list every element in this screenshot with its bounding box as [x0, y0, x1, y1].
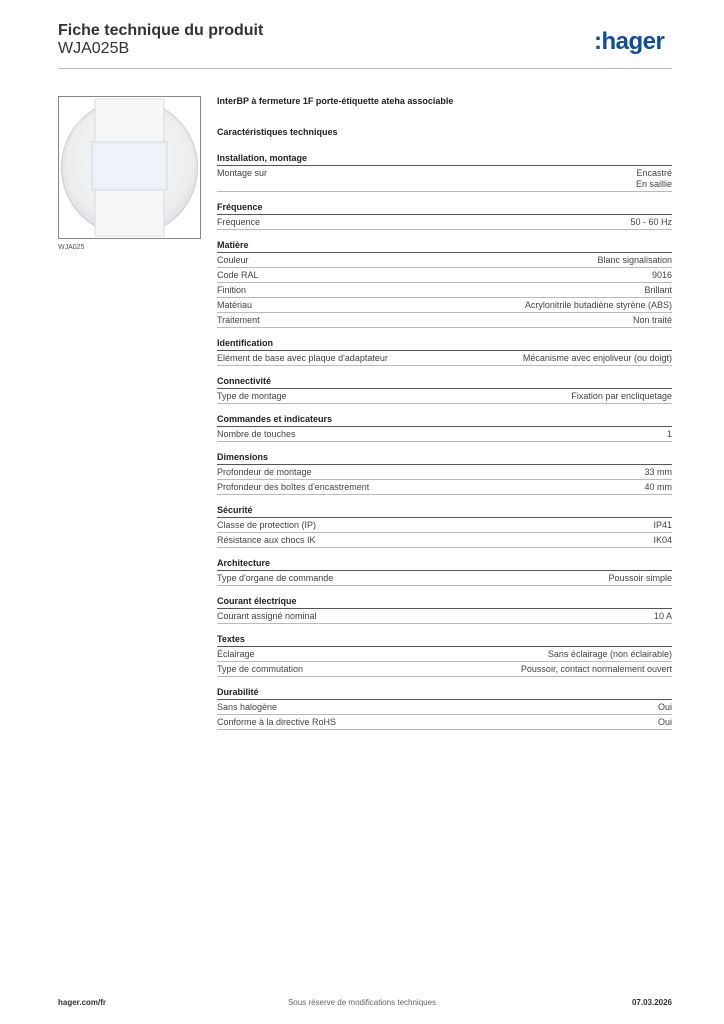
product-name: InterBP à fermeture 1F porte-étiquette ateha associable: [217, 96, 454, 106]
spec-label: Fréquence: [217, 217, 261, 227]
spec-section: [217, 451, 672, 495]
section-title: Architecture: [217, 557, 672, 571]
spec-content: [217, 96, 672, 730]
spec-row: [217, 351, 672, 366]
spec-value: [658, 702, 672, 713]
spec-value: [633, 315, 672, 326]
spec-section: [217, 557, 672, 586]
spec-row: [217, 480, 672, 495]
product-image-frame: [58, 96, 201, 239]
spec-label: Résistance aux chocs IK: [217, 535, 316, 545]
spec-value-line: Oui: [657, 702, 672, 712]
section-title: Textes: [217, 633, 672, 647]
spec-value-line: Oui: [657, 717, 672, 727]
spec-row: [217, 533, 672, 548]
spec-value-line: 9016: [651, 270, 672, 280]
spec-row: [217, 166, 672, 192]
spec-value: [548, 649, 672, 660]
spec-row: [217, 298, 672, 313]
spec-value-line: 40 mm: [644, 482, 672, 492]
spec-row: [217, 647, 672, 662]
spec-value-line: 10 A: [653, 611, 672, 621]
spec-value: [523, 353, 672, 364]
spec-value: [667, 429, 672, 440]
spec-value-line: 50 - 60 Hz: [630, 217, 672, 227]
spec-label: Type d'organe de commande: [217, 573, 334, 583]
spec-label: Nombre de touches: [217, 429, 296, 439]
spec-label: Couleur: [217, 255, 249, 265]
spec-value-line: IP41: [653, 520, 672, 530]
footer-notice: Sous réserve de modifications techniques: [287, 998, 437, 1007]
footer-website: hager.com/fr: [58, 998, 107, 1007]
spec-row: [217, 465, 672, 480]
spec-section: [217, 686, 672, 730]
spec-value-line: Mécanisme avec enjoliveur (ou doigt): [522, 353, 672, 363]
header-divider: [58, 68, 672, 69]
section-title: Fréquence: [217, 201, 672, 215]
spec-label: Elément de base avec plaque d'adaptateur: [217, 353, 388, 363]
section-title: Sécurité: [217, 504, 672, 518]
spec-section: [217, 239, 672, 328]
spec-row: [217, 662, 672, 677]
spec-sections: [217, 152, 672, 730]
product-image-caption: WJA025: [58, 244, 85, 251]
spec-section: [217, 375, 672, 404]
spec-row: [217, 715, 672, 730]
spec-value-line: Acrylonitrile butadiène styrène (ABS): [524, 300, 672, 310]
spec-value: [653, 535, 672, 546]
spec-row: [217, 283, 672, 298]
spec-label: Profondeur de montage: [217, 467, 312, 477]
spec-row: [217, 215, 672, 230]
hager-logo: :hager: [594, 28, 665, 55]
footer-date: 07.03.2026: [631, 998, 672, 1007]
spec-value: [644, 467, 672, 478]
section-title: Matière: [217, 239, 672, 253]
spec-value-line: En saillie: [635, 179, 672, 189]
spec-value: [521, 664, 672, 675]
spec-label: Classe de protection (IP): [217, 520, 317, 530]
spec-value: [644, 482, 672, 493]
spec-value: [636, 168, 672, 190]
spec-section: [217, 633, 672, 677]
spec-label: Courant assigné nominal: [217, 611, 317, 621]
spec-section: [217, 504, 672, 548]
spec-value: [571, 391, 672, 402]
spec-label: Montage sur: [217, 168, 268, 178]
spec-row: [217, 700, 672, 715]
spec-value: [597, 255, 672, 266]
spec-value-line: Encastré: [636, 168, 672, 178]
spec-label: Matériau: [217, 300, 253, 310]
spec-value-line: Fixation par encliquetage: [571, 391, 672, 401]
spec-value: [608, 573, 672, 584]
spec-value: [653, 520, 672, 531]
spec-row: [217, 518, 672, 533]
spec-value-line: 33 mm: [644, 467, 672, 477]
spec-value: [658, 717, 672, 728]
page-title: Fiche technique du produit: [58, 22, 264, 39]
spec-value-line: Sans éclairage (non éclairable): [547, 649, 672, 659]
spec-value-line: 1: [666, 429, 672, 439]
section-title: Commandes et indicateurs: [217, 413, 672, 427]
spec-label: Code RAL: [217, 270, 259, 280]
spec-label: Type de montage: [217, 391, 287, 401]
spec-value-line: Non traité: [632, 315, 672, 325]
spec-label: Conforme à la directive RoHS: [217, 717, 337, 727]
spec-label: Type de commutation: [217, 664, 304, 674]
spec-label: Profondeur des boîtes d'encastrement: [217, 482, 370, 492]
spec-label: Éclairage: [217, 649, 255, 659]
spec-row: [217, 268, 672, 283]
spec-value-line: Poussoir, contact normalement ouvert: [520, 664, 672, 674]
section-title: Durabilité: [217, 686, 672, 700]
spec-label: Sans halogène: [217, 702, 278, 712]
section-title: Installation, montage: [217, 152, 672, 166]
spec-section: [217, 152, 672, 192]
section-title: Dimensions: [217, 451, 672, 465]
spec-section: [217, 201, 672, 230]
product-reference: WJA025B: [58, 40, 130, 57]
spec-value: [644, 285, 672, 296]
spec-row: [217, 427, 672, 442]
spec-value: [654, 611, 672, 622]
spec-label: Finition: [217, 285, 247, 295]
spec-section: [217, 413, 672, 442]
spec-row: [217, 313, 672, 328]
spec-value-line: Poussoir simple: [608, 573, 672, 583]
spec-row: [217, 571, 672, 586]
section-title: Connectivité: [217, 375, 672, 389]
section-title: Courant électrique: [217, 595, 672, 609]
spec-value: [652, 270, 672, 281]
spec-section: [217, 595, 672, 624]
spec-label: Traitement: [217, 315, 260, 325]
spec-row: [217, 389, 672, 404]
spec-value-line: Blanc signalisation: [597, 255, 672, 265]
spec-value: [525, 300, 672, 311]
spec-section: [217, 337, 672, 366]
specs-heading: Caractéristiques techniques: [217, 127, 338, 137]
product-image: [59, 97, 200, 238]
spec-row: [217, 609, 672, 624]
spec-value: [630, 217, 672, 228]
spec-value-line: Brillant: [644, 285, 672, 295]
section-title: Identification: [217, 337, 672, 351]
spec-row: [217, 253, 672, 268]
spec-value-line: IK04: [653, 535, 672, 545]
